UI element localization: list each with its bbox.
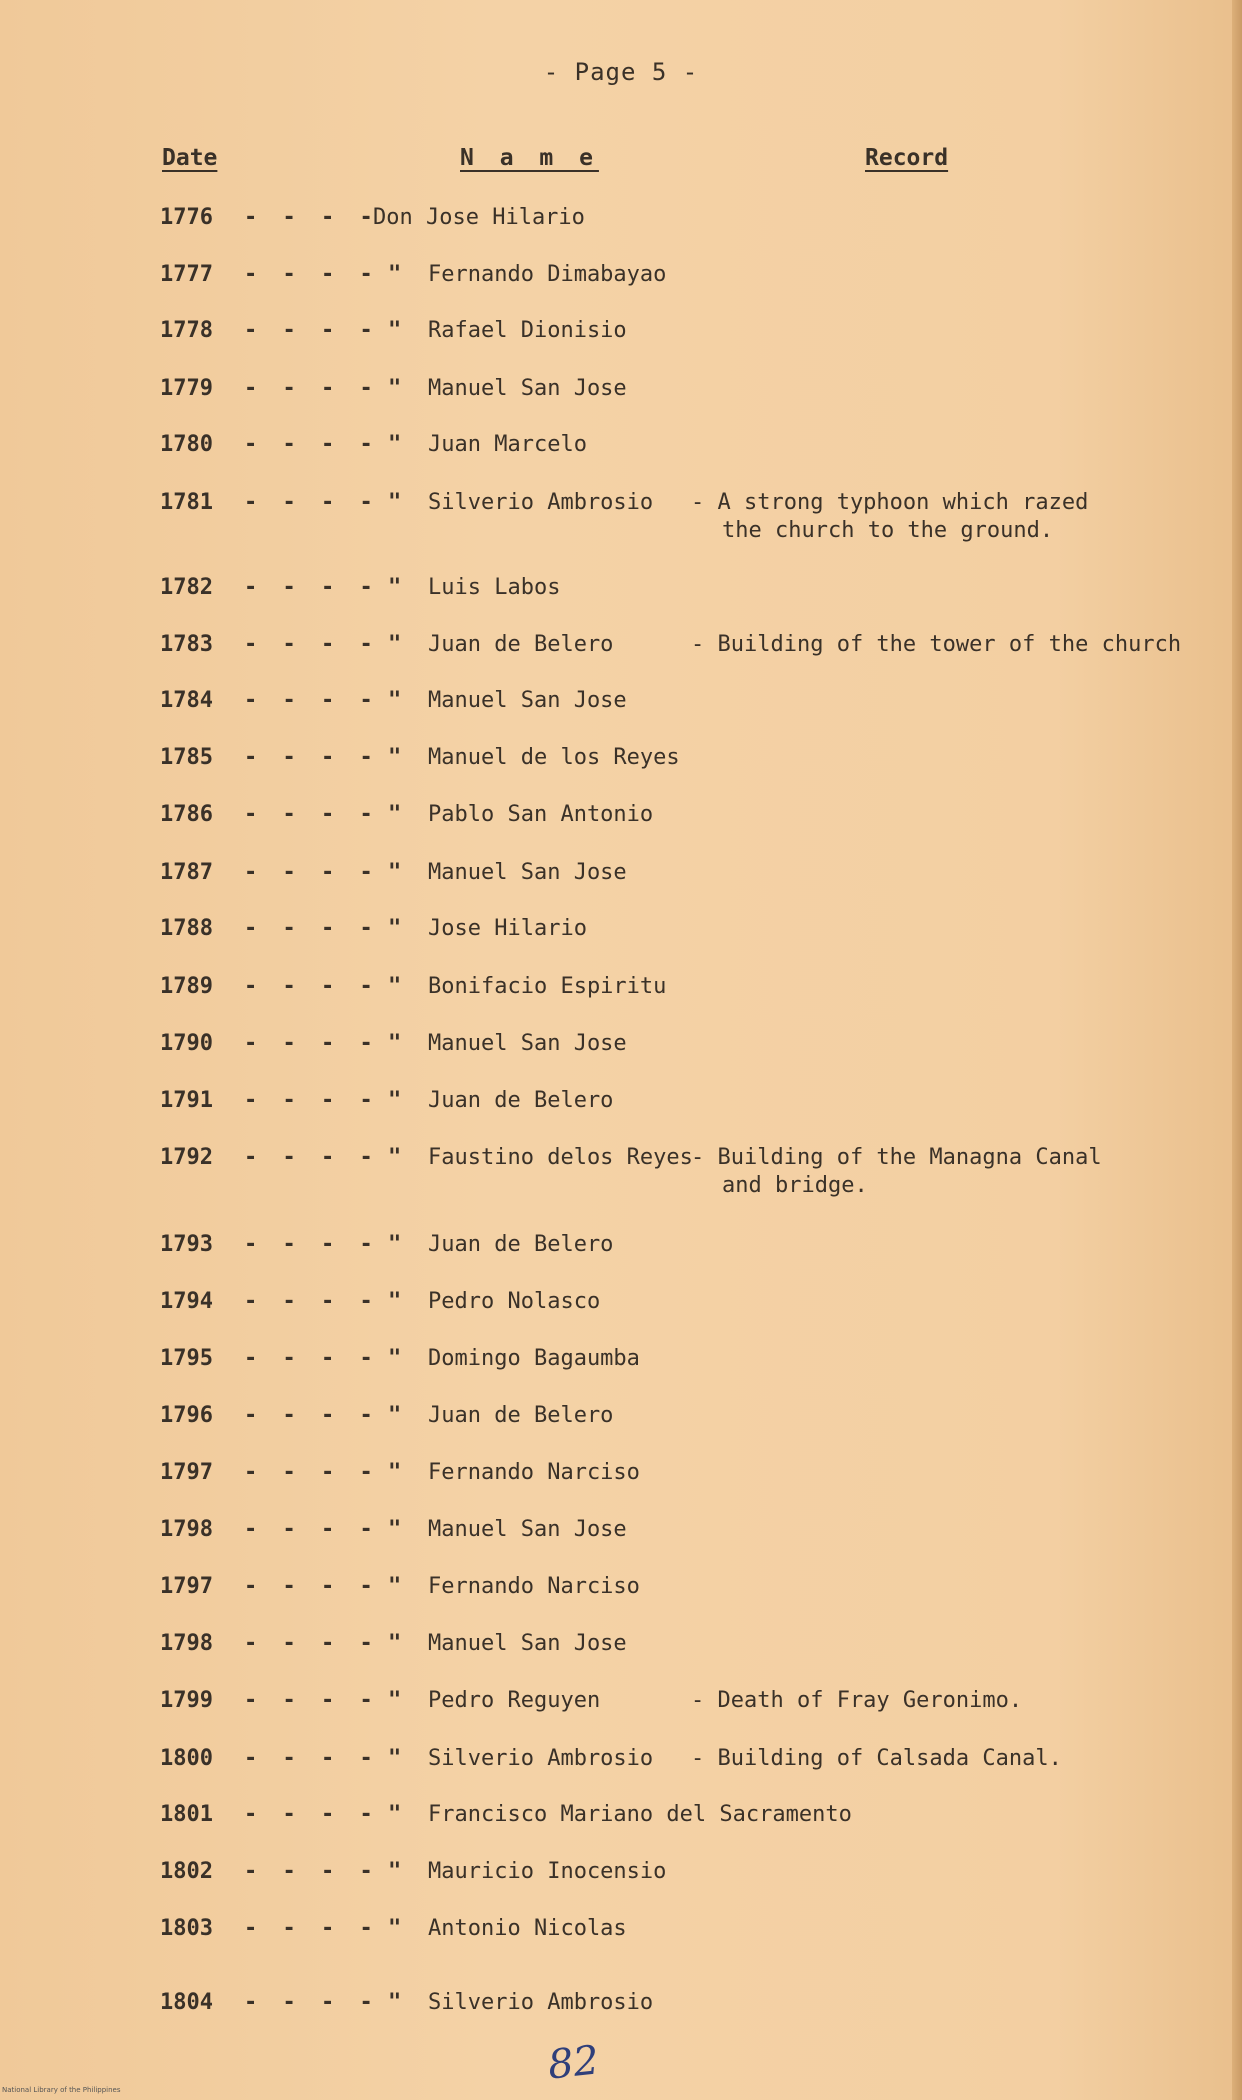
- row-year: 1777: [160, 262, 213, 287]
- row-year: 1786: [160, 802, 213, 827]
- row-dashes: - - - -: [244, 1517, 379, 1542]
- row-dashes: - - - -: [244, 1802, 379, 1827]
- row-name: Juan de Belero: [428, 1232, 614, 1257]
- ditto-mark: ": [388, 802, 402, 827]
- row-year: 1801: [160, 1802, 213, 1827]
- ditto-mark: ": [388, 575, 402, 600]
- row-name: Manuel de los Reyes: [428, 745, 680, 770]
- row-year: 1792: [160, 1145, 213, 1170]
- ditto-mark: ": [388, 1631, 402, 1656]
- row-dashes: - - - -: [244, 205, 379, 230]
- row-name: Manuel San Jose: [428, 860, 627, 885]
- ditto-mark: ": [388, 432, 402, 457]
- row-dashes: - - - -: [244, 1232, 379, 1257]
- row-name: Manuel San Jose: [428, 376, 627, 401]
- column-header-date: Date: [162, 145, 218, 171]
- ditto-mark: ": [388, 1517, 402, 1542]
- row-year: 1776: [160, 205, 213, 230]
- row-name: Fernando Dimabayao: [428, 262, 667, 287]
- column-header-record: Record: [865, 145, 949, 171]
- row-name: Manuel San Jose: [428, 1031, 627, 1056]
- row-name: Juan de Belero: [428, 1403, 614, 1428]
- row-year: 1799: [160, 1688, 213, 1713]
- row-name: Pedro Reguyen: [428, 1688, 601, 1713]
- row-dashes: - - - -: [244, 1859, 379, 1884]
- ditto-mark: ": [388, 1574, 402, 1599]
- ditto-mark: ": [388, 916, 402, 941]
- row-dashes: - - - -: [244, 632, 379, 657]
- row-year: 1790: [160, 1031, 213, 1056]
- ditto-mark: ": [388, 745, 402, 770]
- row-year: 1802: [160, 1859, 213, 1884]
- row-dashes: - - - -: [244, 745, 379, 770]
- row-year: 1785: [160, 745, 213, 770]
- row-record: - A strong typhoon which razed: [691, 490, 1089, 515]
- row-name: Faustino delos Reyes: [428, 1145, 693, 1170]
- row-dashes: - - - -: [244, 1746, 379, 1771]
- row-year: 1797: [160, 1460, 213, 1485]
- row-dashes: - - - -: [244, 1289, 379, 1314]
- row-name: Rafael Dionisio: [428, 318, 627, 343]
- row-name: Jose Hilario: [428, 916, 587, 941]
- ditto-mark: ": [388, 1145, 402, 1170]
- handwritten-number: 82: [545, 2037, 602, 2089]
- ditto-mark: ": [388, 490, 402, 515]
- page-edge: [1232, 0, 1242, 2100]
- row-year: 1789: [160, 974, 213, 999]
- row-name: Fernando Narciso: [428, 1460, 640, 1485]
- row-year: 1796: [160, 1403, 213, 1428]
- row-record: - Building of the Managna Canal: [691, 1145, 1102, 1170]
- row-name: Juan de Belero: [428, 632, 614, 657]
- row-year: 1793: [160, 1232, 213, 1257]
- row-dashes: - - - -: [244, 1145, 379, 1170]
- row-year: 1794: [160, 1289, 213, 1314]
- row-name: Silverio Ambrosio: [428, 1990, 654, 2015]
- ditto-mark: ": [388, 632, 402, 657]
- row-name: Pedro Nolasco: [428, 1289, 601, 1314]
- row-name: Manuel San Jose: [428, 1631, 627, 1656]
- row-name: Manuel San Jose: [428, 1517, 627, 1542]
- row-record: - Death of Fray Geronimo.: [691, 1688, 1023, 1713]
- row-name: Manuel San Jose: [428, 688, 627, 713]
- row-year: 1782: [160, 575, 213, 600]
- row-year: 1787: [160, 860, 213, 885]
- row-dashes: - - - -: [244, 1916, 379, 1941]
- row-name: Bonifacio Espiritu: [428, 974, 667, 999]
- ditto-mark: ": [388, 1289, 402, 1314]
- row-name: Pablo San Antonio: [428, 802, 654, 827]
- row-dashes: - - - -: [244, 490, 379, 515]
- row-year: 1788: [160, 916, 213, 941]
- row-year: 1800: [160, 1746, 213, 1771]
- row-year: 1781: [160, 490, 213, 515]
- row-record: - Building of the tower of the church: [691, 632, 1182, 657]
- row-name: Francisco Mariano del Sacramento: [428, 1802, 852, 1827]
- ditto-mark: ": [388, 318, 402, 343]
- ditto-mark: ": [388, 974, 402, 999]
- ditto-mark: ": [388, 1916, 402, 1941]
- row-name: Juan de Belero: [428, 1088, 614, 1113]
- row-record-continued: the church to the ground.: [722, 518, 1054, 543]
- row-year: 1803: [160, 1916, 213, 1941]
- row-dashes: - - - -: [244, 1031, 379, 1056]
- row-name: Silverio Ambrosio: [428, 490, 654, 515]
- row-year: 1778: [160, 318, 213, 343]
- row-name: Mauricio Inocensio: [428, 1859, 667, 1884]
- row-dashes: - - - -: [244, 318, 379, 343]
- ditto-mark: ": [388, 1460, 402, 1485]
- row-dashes: - - - -: [244, 688, 379, 713]
- ditto-mark: ": [388, 376, 402, 401]
- row-year: 1797: [160, 1574, 213, 1599]
- ditto-mark: ": [388, 1746, 402, 1771]
- column-header-name: N a m e: [460, 145, 599, 171]
- row-record-continued: and bridge.: [722, 1173, 868, 1198]
- row-dashes: - - - -: [244, 1460, 379, 1485]
- ditto-mark: ": [388, 1802, 402, 1827]
- row-year: 1798: [160, 1517, 213, 1542]
- row-dashes: - - - -: [244, 1403, 379, 1428]
- row-dashes: - - - -: [244, 1574, 379, 1599]
- ditto-mark: ": [388, 1346, 402, 1371]
- row-dashes: - - - -: [244, 376, 379, 401]
- row-record: - Building of Calsada Canal.: [691, 1746, 1062, 1771]
- ditto-mark: ": [388, 1859, 402, 1884]
- ditto-mark: ": [388, 1688, 402, 1713]
- row-year: 1804: [160, 1990, 213, 2015]
- ditto-mark: ": [388, 1403, 402, 1428]
- row-name: Don Jose Hilario: [373, 205, 585, 230]
- row-dashes: - - - -: [244, 860, 379, 885]
- row-year: 1784: [160, 688, 213, 713]
- archive-footer: National Library of the Philippines: [2, 2086, 121, 2094]
- row-dashes: - - - -: [244, 916, 379, 941]
- row-name: Antonio Nicolas: [428, 1916, 627, 1941]
- ditto-mark: ": [388, 860, 402, 885]
- row-dashes: - - - -: [244, 575, 379, 600]
- row-year: 1779: [160, 376, 213, 401]
- page-number: - Page 5 -: [543, 58, 699, 86]
- row-name: Domingo Bagaumba: [428, 1346, 640, 1371]
- row-dashes: - - - -: [244, 802, 379, 827]
- row-year: 1780: [160, 432, 213, 457]
- ditto-mark: ": [388, 688, 402, 713]
- row-name: Juan Marcelo: [428, 432, 587, 457]
- row-year: 1791: [160, 1088, 213, 1113]
- ditto-mark: ": [388, 1232, 402, 1257]
- row-dashes: - - - -: [244, 1088, 379, 1113]
- row-name: Luis Labos: [428, 575, 561, 600]
- row-name: Fernando Narciso: [428, 1574, 640, 1599]
- row-dashes: - - - -: [244, 262, 379, 287]
- row-year: 1783: [160, 632, 213, 657]
- row-dashes: - - - -: [244, 1990, 379, 2015]
- row-dashes: - - - -: [244, 1631, 379, 1656]
- row-dashes: - - - -: [244, 432, 379, 457]
- row-dashes: - - - -: [244, 974, 379, 999]
- ditto-mark: ": [388, 1990, 402, 2015]
- row-dashes: - - - -: [244, 1346, 379, 1371]
- ditto-mark: ": [388, 1088, 402, 1113]
- ditto-mark: ": [388, 1031, 402, 1056]
- row-dashes: - - - -: [244, 1688, 379, 1713]
- ditto-mark: ": [388, 262, 402, 287]
- row-name: Silverio Ambrosio: [428, 1746, 654, 1771]
- row-year: 1798: [160, 1631, 213, 1656]
- row-year: 1795: [160, 1346, 213, 1371]
